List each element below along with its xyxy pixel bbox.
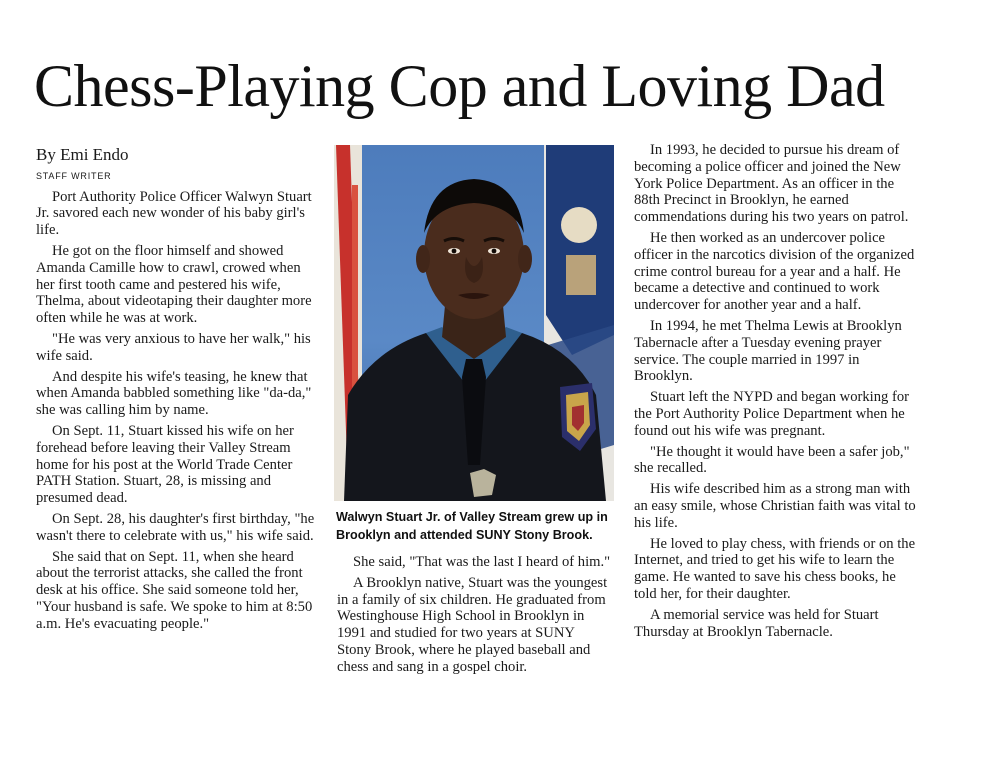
article-column-2 <box>337 554 611 680</box>
article-column-1 <box>36 147 318 637</box>
paragraph: Stuart left the NYPD and began working for the Port Authority Police Department when he found out his wife was pregnant. <box>634 389 909 439</box>
byline-role: STAFF WRITER <box>36 170 112 181</box>
officer-portrait-photo <box>334 145 614 501</box>
paragraph: She said that on Sept. 11, when she heard about the terrorist attacks, she called the front desk at his office. She said someone told her, "Your husband is safe. We spoke to him at 8:50 a.m. He's evacuating people." <box>36 548 313 632</box>
byline: By Emi Endo <box>36 145 129 164</box>
paragraph: On Sept. 28, his daughter's first birthday, "he wasn't there to celebrate with us," his wife said. <box>36 510 315 544</box>
paragraph: He got on the floor himself and showed Amanda Camille how to crawl, crowed when her first tooth came and pestered his wife, Thelma, about videotaping their daughter more often while he was at work. <box>36 242 312 327</box>
paragraph: And despite his wife's teasing, he knew that when Amanda babbled something like "da-da," she was calling him by name. <box>36 368 312 419</box>
paragraph: His wife described him as a strong man with an easy smile, whose Christian faith was vital to his life. <box>634 481 916 531</box>
paragraph: "He was very anxious to have her walk," his wife said. <box>36 330 311 364</box>
photo-caption: Walwyn Stuart Jr. of Valley Stream grew up in Brooklyn and attended SUNY Stony Brook. <box>336 510 608 542</box>
paragraph: In 1994, he met Thelma Lewis at Brooklyn Tabernacle after a Tuesday evening prayer service. The couple married in 1997 in Brooklyn. <box>634 317 902 385</box>
paragraph: He then worked as an undercover police officer in the narcotics division of the organized crime control bureau for a year and a half. He became a detective and continued to work undercover for another year and a half. <box>634 229 915 314</box>
paragraph: A memorial service was held for Stuart Thursday at Brooklyn Tabernacle. <box>634 606 879 640</box>
portrait-illustration <box>334 145 614 501</box>
headline: Chess-Playing Cop and Loving Dad <box>34 53 885 119</box>
paragraph: Port Authority Police Officer Walwyn Stuart Jr. savored each new wonder of his baby girl's life. <box>36 188 312 239</box>
paragraph: A Brooklyn native, Stuart was the youngest in a family of six children. He graduated from Westinghouse High School in Brooklyn in 1991 and studied for two years at SUNY Stony Brook, where he played baseball and chess and sang in a gospel choir. <box>337 574 608 675</box>
paragraph: In 1993, he decided to pursue his dream of becoming a police officer and joined the New York Police Department. As an officer in the 88th Precinct in Brooklyn, he earned commendations during his two years on patrol. <box>634 142 909 226</box>
paragraph: She said, "That was the last I heard of him." <box>353 554 611 570</box>
paragraph: "He thought it would have been a safer job," she recalled. <box>634 443 910 477</box>
paragraph: On Sept. 11, Stuart kissed his wife on her forehead before leaving their Valley Stream home for his post at the World Trade Center PATH Station. Stuart, 28, is missing and presumed dead. <box>36 422 294 507</box>
paragraph: He loved to play chess, with friends or on the Internet, and tried to get his wife to learn the game. He wanted to save his chess books, he told her, for their daughter. <box>634 535 916 602</box>
article-column-3 <box>634 142 920 644</box>
